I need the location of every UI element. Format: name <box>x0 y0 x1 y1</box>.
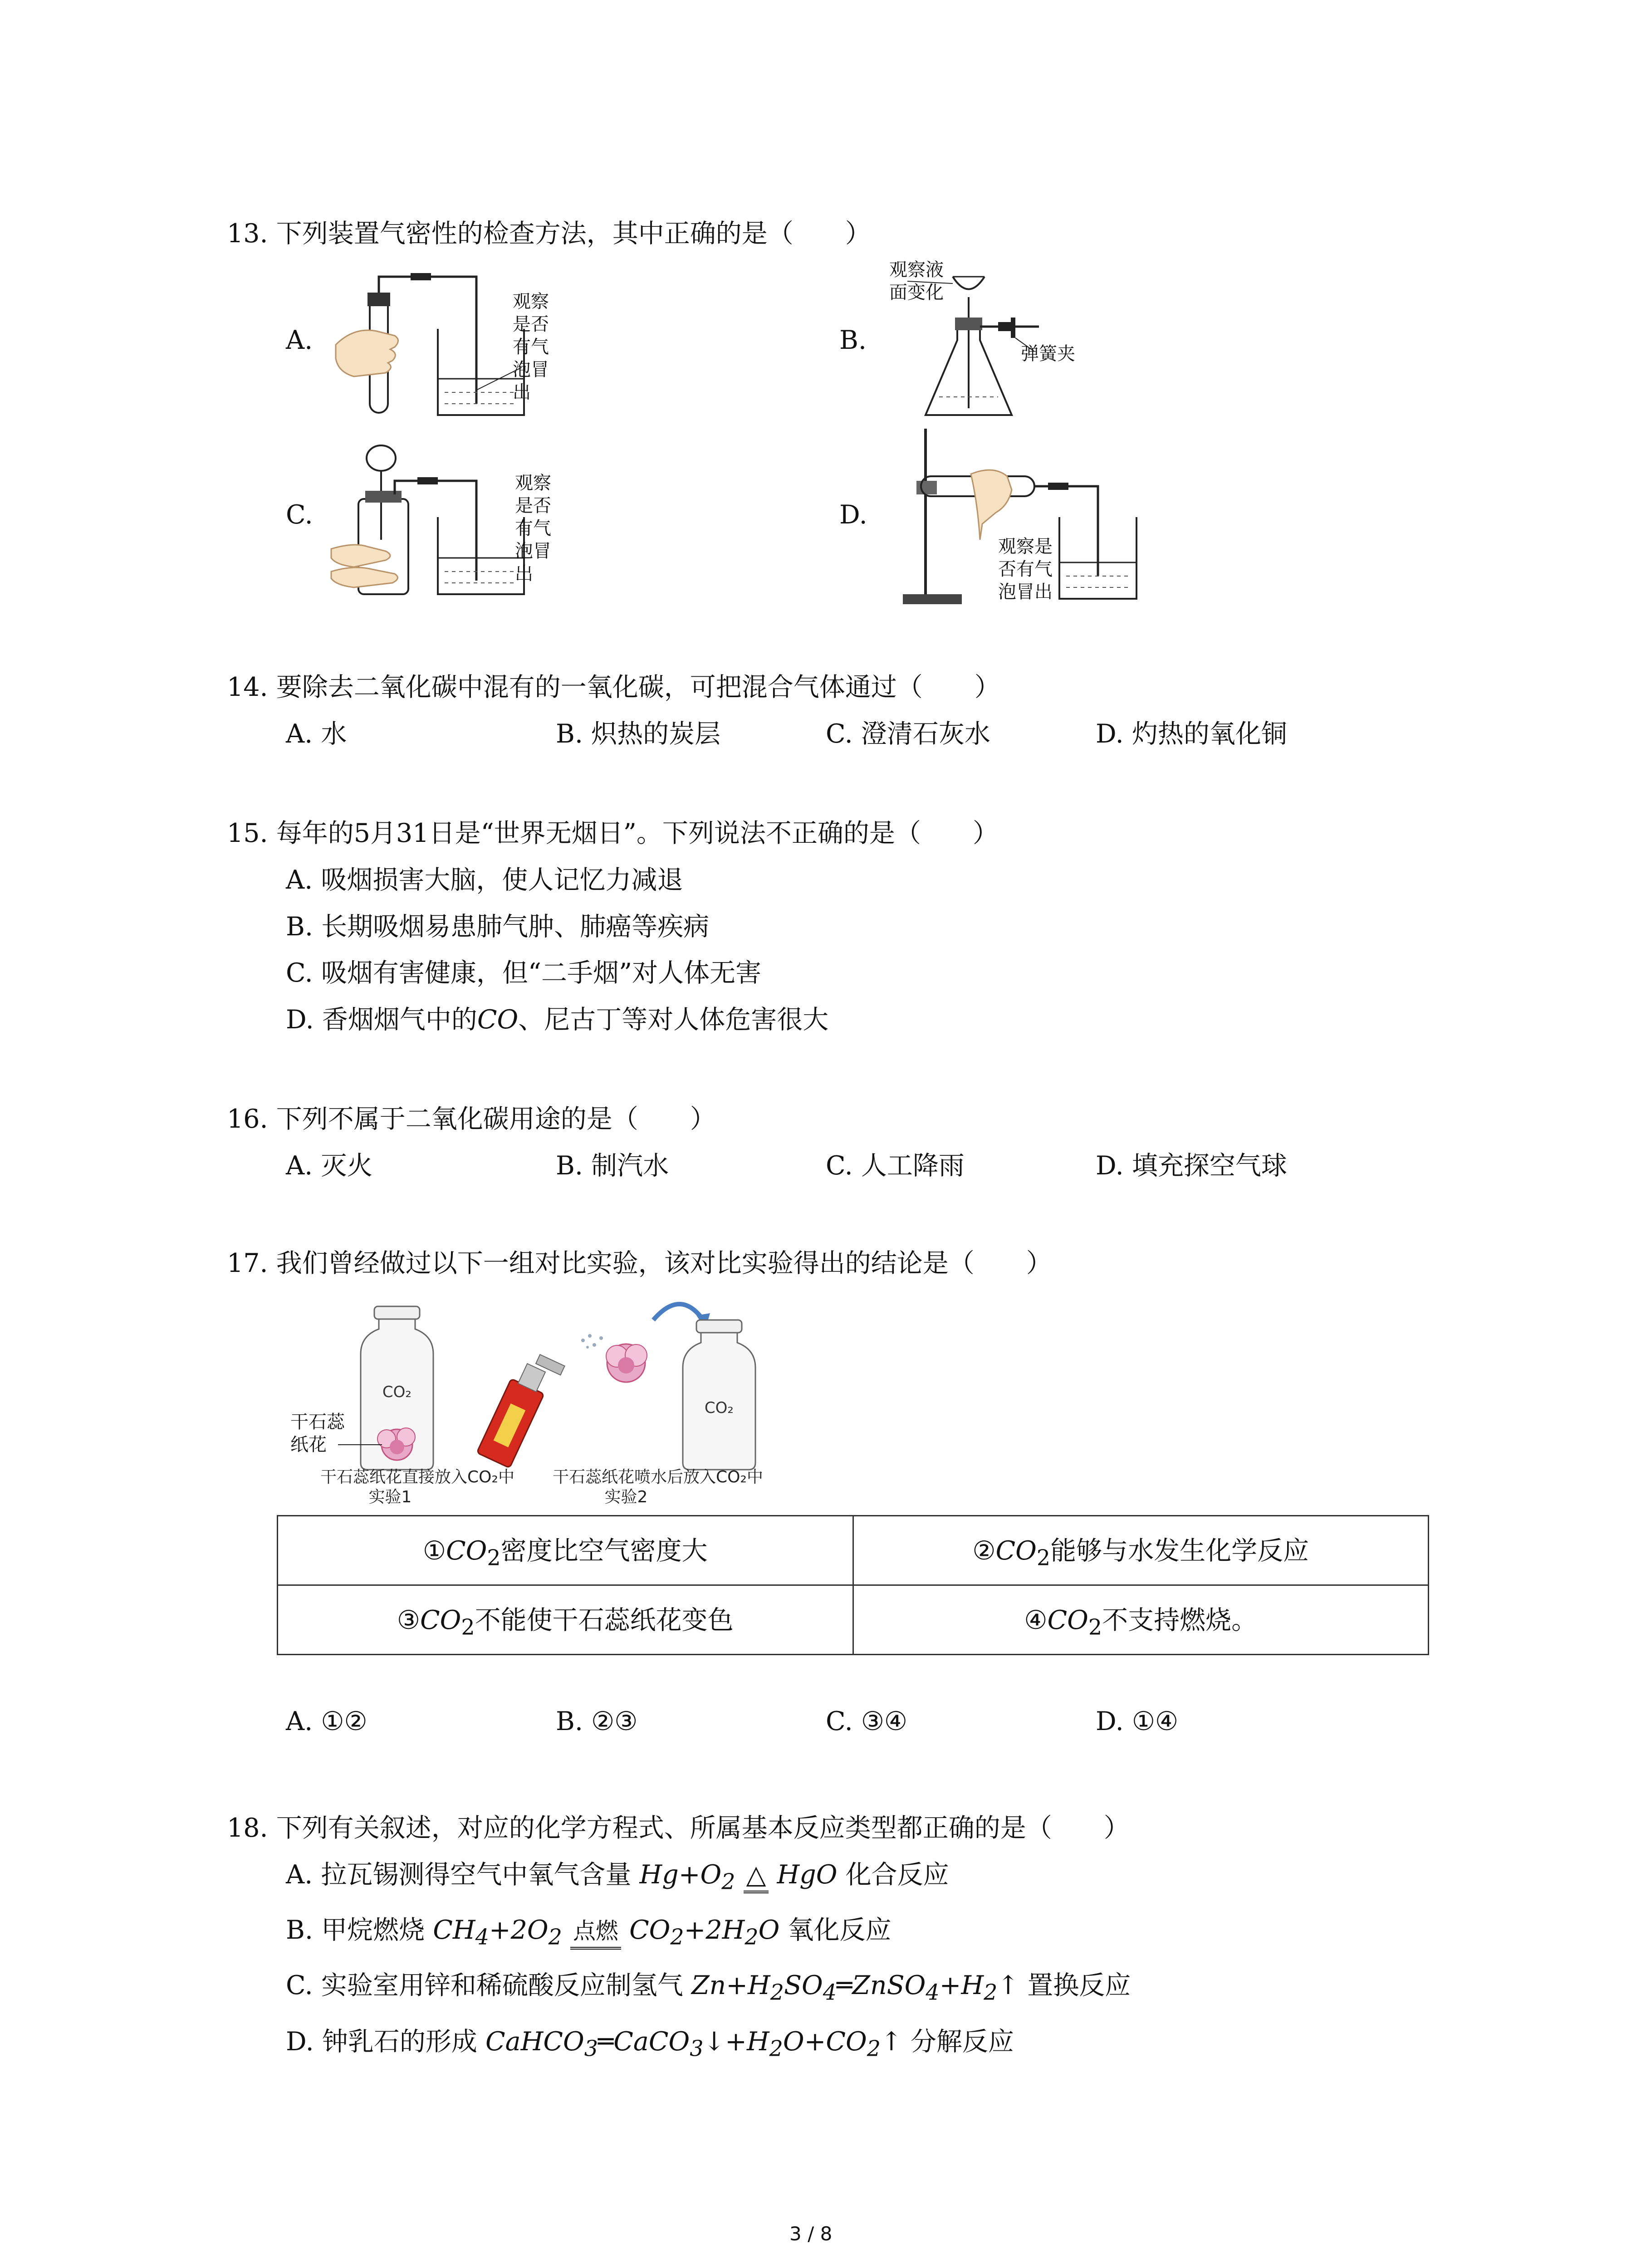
q18-option-b: B. 甲烷燃烧 $CH_4+2O_2$ 点燃 $CO_2+2H_2O$ 氧化反应 <box>286 1915 892 1950</box>
exp2-bottle <box>683 1320 755 1470</box>
exp2-flower <box>606 1344 647 1382</box>
q13-label-a: 观察 是否 有气 泡冒 出 <box>513 291 549 403</box>
q16-option-a: A. 灭火 <box>286 1151 373 1181</box>
q14-option-b: B. 炽热的炭层 <box>556 719 721 749</box>
exp2-co2-label: CO₂ <box>704 1399 734 1417</box>
q14-option-d: D. 灼热的氧化铜 <box>1096 719 1287 749</box>
q18-option-a: A. 拉瓦锡测得空气中氧气含量 $Hg+O_2$ △ HgO 化合反应 <box>286 1860 949 1895</box>
q13-option-d-letter: D. <box>839 500 867 530</box>
q15-stem: 15. 每年的5月31日是“世界无烟日”。下列说法不正确的是（ ） <box>227 818 999 848</box>
exp1-label: 实验1 <box>368 1488 412 1506</box>
q17-conclusion-table <box>277 1515 1429 1655</box>
q13-option-c-letter: C. <box>286 500 313 530</box>
q14-option-c: C. 澄清石灰水 <box>826 719 990 749</box>
q16-stem: 16. 下列不属于二氧化碳用途的是（ ） <box>227 1104 716 1134</box>
exp1-co2-label: CO₂ <box>382 1383 412 1401</box>
q17-experiment-figure <box>281 1293 817 1510</box>
q16-option-b: B. 制汽水 <box>556 1151 669 1181</box>
conclusion-3: $③CO_2$不能使干石蕊纸花变色 <box>278 1585 853 1655</box>
q17-option-a: A. ①② <box>286 1706 367 1736</box>
q15-option-b: B. 长期吸烟易患肺气肿、肺癌等疾病 <box>286 912 710 942</box>
q15-option-c: C. 吸烟有害健康，但“二手烟”对人体无害 <box>286 958 762 988</box>
q18-b-condition: 点燃 <box>570 1915 621 1950</box>
q13-option-a-letter: A. <box>286 325 313 355</box>
curved-arrow-icon <box>653 1304 703 1320</box>
q13-label-c: 观察 是否 有气 泡冒 出 <box>515 473 551 584</box>
q18-stem: 18. 下列有关叙述，对应的化学方程式、所属基本反应类型都正确的是（ ） <box>227 1813 1130 1843</box>
q17-option-b: B. ②③ <box>556 1706 638 1736</box>
q13-label-b-top: 观察液 面变化 <box>889 259 944 303</box>
q13-stem: 13. 下列装置气密性的检查方法，其中正确的是（ ） <box>227 219 871 249</box>
q17-option-d: D. ①④ <box>1096 1706 1179 1736</box>
q14-option-a: A. 水 <box>286 719 347 749</box>
spray-bottle-icon <box>477 1348 565 1471</box>
exp1-flower-label: 干石蕊 纸花 <box>290 1412 345 1455</box>
q16-option-c: C. 人工降雨 <box>826 1151 965 1181</box>
q13-label-b-clamp: 弹簧夹 <box>1021 343 1075 364</box>
exp2-label: 实验2 <box>604 1488 648 1506</box>
q17-stem: 17. 我们曾经做过以下一组对比实验，该对比实验得出的结论是（ ） <box>227 1248 1052 1278</box>
q14-stem: 14. 要除去二氧化碳中混有的一氧化碳，可把混合气体通过（ ） <box>227 672 1000 702</box>
q17-option-c: C. ③④ <box>826 1706 908 1736</box>
page-number: 3 / 8 <box>789 2223 833 2245</box>
q18-option-c: C. 实验室用锌和稀硫酸反应制氢气 $Zn+H_2SO_4═ZnSO_4+H_2↑$ 置换反应 <box>286 1970 1131 2005</box>
spray-mist <box>581 1334 603 1349</box>
q15-option-d-text1: D. 香烟烟气中的 <box>286 1005 477 1035</box>
conclusion-2: $②CO_2$能够与水发生化学反应 <box>853 1516 1429 1585</box>
q18-a-condition: △ <box>744 1859 769 1893</box>
q18-option-d: D. 钟乳石的形成 $CaHCO_3═CaCO_3↓+H_2O+CO_2↑$ 分解反应 <box>286 2027 1014 2062</box>
q16-option-d: D. 填充探空气球 <box>1096 1151 1287 1181</box>
conclusion-4: $④CO_2$不支持燃烧。 <box>853 1585 1429 1655</box>
q15-option-d-co: CO <box>477 1005 519 1035</box>
exp1-caption: 干石蕊纸花直接放入CO₂中 <box>320 1468 514 1486</box>
exp2-caption: 干石蕊纸花喷水后放入CO₂中 <box>553 1468 763 1486</box>
q15-option-d-text2: 、尼古丁等对人体危害很大 <box>518 1005 829 1035</box>
q13-label-d: 观察是 否有气 泡冒出 <box>998 536 1053 602</box>
conclusion-1: $①CO_2$密度比空气密度大 <box>278 1516 853 1585</box>
q15-option-d <box>286 1004 828 1036</box>
q13-option-b-letter: B. <box>839 325 867 355</box>
q15-option-a: A. 吸烟损害大脑，使人记忆力减退 <box>286 865 683 895</box>
